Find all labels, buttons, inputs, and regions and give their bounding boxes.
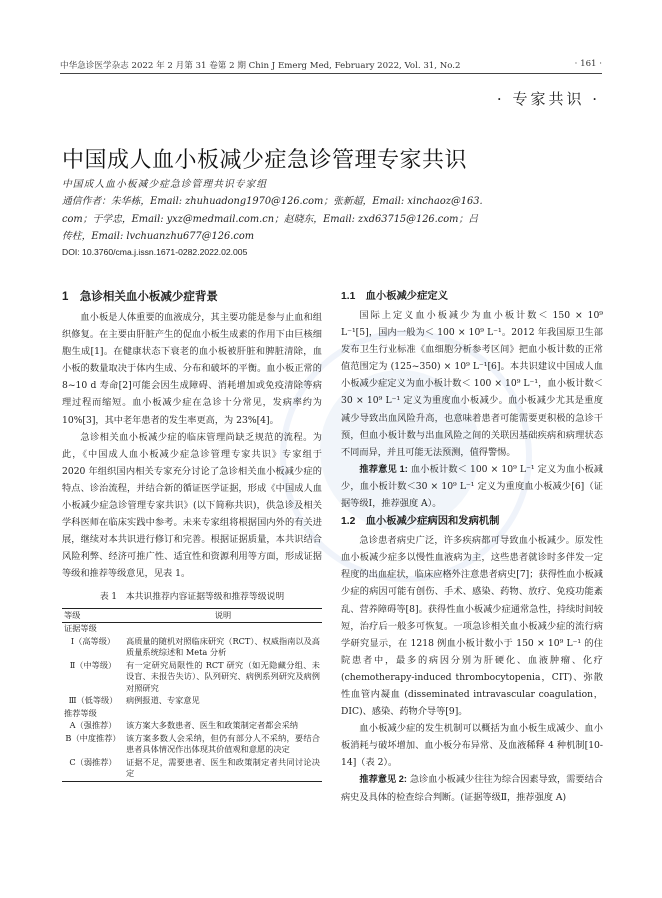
left-column (62, 289, 322, 782)
table-row (62, 720, 322, 733)
running-header (60, 59, 602, 71)
table-header-desc: 说明 (124, 608, 322, 623)
table-cell-desc: 病例报道、专家意见 (126, 695, 200, 706)
recommendation-text: 血小板计数＜ 100 × 10⁹ L⁻¹ 定义为血小板减少，血小板计数＜30 × 10⁹ L⁻¹ 定义为重度血小板减少[6]（证据等级Ⅰ，推荐强度 A）。 (341, 463, 603, 510)
table-cell-level: Ⅰ（高等级） (70, 635, 116, 646)
table-row (62, 636, 322, 660)
doi: DOI: 10.3760/cma.j.issn.1671-0282.2022.02.005 (62, 247, 248, 257)
table-cell-desc: 该方案多数人会采纳，但仍有部分人不采纳，要结合患者具体情况作出体现其价值观和意愿的决定 (126, 732, 320, 755)
table-row (62, 695, 322, 708)
page-number: · 161 · (574, 59, 602, 69)
recommendation-label: 推荐意见 1: (359, 463, 408, 474)
journal-header: 中华急诊医学杂志 2022 年 2 月第 31 卷第 2 期 Chin J Emerg Med, February 2022, Vol. 31, No.2 (60, 61, 461, 71)
paragraph: 血小板是人体重要的血液成分，其主要功能是参与止血和组织修复。在主要由肝脏产生的促血小板生成素的作用下由巨核细胞生成[1]。在健康状态下衰老的血小板被肝脏和脾脏清除，血小板的数量取决于体内生成、分布和破坏的平衡。血小板正常的 8~10 d 寿命[2]可能会因生成障碍、消耗增加或免疫清除等病理过程而缩短。血小板减少症在急诊十分常见，发病率约为 10%[3]，其中老年患者的发生率更高，为 23%[4]。 (62, 312, 322, 426)
table-cell-desc: 证据不足，需要患者、医生和政策制定者共同讨论决定 (124, 757, 322, 782)
author-group: 中国成人血小板减少症急诊管理共识专家组 (62, 179, 268, 190)
paragraph: 血小板减少症的发生机制可以概括为血小板生成减少、血小板消耗与破坏增加、血小板分布异常、及血液稀释 4 种机制[10-14]（表 2）。 (341, 723, 603, 769)
correspondence-block (62, 193, 596, 246)
table-cell-level: Ⅲ（低等级） (68, 695, 118, 706)
table-cell-level: B（中度推荐） (65, 732, 121, 743)
subsection-heading: 1.2 血小板减少症病因和发病机制 (341, 516, 500, 528)
paragraph: 急诊相关血小板减少症的临床管理尚缺乏规范的流程。为此，《中国成人血小板减少症急诊管理专家共识》专家组于 2020 年组织国内相关专家充分讨论了急诊相关血小板减少症的特点、诊治流程，并结合新的循证医学证据，形成《中国成人血小板减少症急诊管理专家共识》(以下简称共识)，供急诊及相关学科医师在临床实践中参考。未来专家组将根据国内外的有关进展，继续对本共识进行修订和完善。根据证据质量，本共识结合风险利弊、经济可推广性、适宜性和资源利用等方面，形成证据等级和推荐等级意见，见表 1。 (62, 431, 322, 580)
table-cell-desc: 有一定研究局限性的 RCT 研究（如无隐藏分组、未设盲、未报告失访）、队列研究、病例系列研究及病例对照研究 (126, 659, 320, 693)
section-label: · 专家共识 · (496, 90, 600, 108)
table-caption: 表 1 本共识推荐内容证据等级和推荐等级说明 (99, 591, 285, 602)
table-cell-desc: 该方案大多数患者、医生和政策制定者都会采纳 (126, 720, 298, 731)
paper-title: 中国成人血小板减少症急诊管理专家共识 (62, 147, 468, 173)
table-group: 证据等级 (64, 623, 97, 634)
table-group: 推荐等级 (64, 707, 97, 718)
header-rule (60, 73, 602, 74)
table-row (62, 660, 322, 696)
section-heading: 1 急诊相关血小板减少症背景 (62, 291, 218, 303)
right-column (341, 289, 603, 806)
subsection-heading: 1.1 血小板减少症定义 (341, 291, 448, 302)
table-cell-desc: 高质量的随机对照临床研究（RCT）、权威指南以及高质量系统综述和 Meta 分析 (126, 635, 320, 658)
table-cell-level: A（强推荐） (69, 720, 117, 731)
table-cell-level: C（弱推荐） (62, 757, 124, 782)
table-row (62, 733, 322, 757)
table-row (62, 757, 322, 782)
correspondence-line: 通信作者：朱华栋，Email: zhuhuadong1970@126.com；张新超，Email: xinchaoz@163. (62, 196, 483, 207)
correspondence-line: 传柱，Email: lvchuanzhu677@126.com (62, 231, 255, 242)
recommendation (341, 771, 603, 805)
correspondence-line: com；于学忠，Email: yxz@medmail.com.cn；赵晓东，Email: zxd63715@126.com；吕 (62, 213, 479, 225)
table-header-level: 等级 (62, 608, 124, 623)
evidence-table (62, 608, 322, 782)
paragraph: 急诊患者病史广泛，许多疾病都可导致血小板减少。原发性血小板减少症多以慢性血液病为主，这些患者就诊时多伴发一定程度的出血症状，临床应格外注意患者病史[7]；获得性血小板减少症的病因可能有创伤、手术、感染、药物、放疗、免疫功能紊乱、营养障碍等[8]。获得性血小板减少症通常急性，持续时间较短，治疗后一般多可恢复。一项急诊相关血小板减少症的流行病学研究显示，在 1218 例血小板计数小于 150 × 10⁹ L⁻¹ 的住院患者中，最多的病因分别为肝硬化、血液肿瘤、化疗 (chemotherapy-induced thrombocytopenia，CIT)、弥散性血管内凝血 (disseminated intravascular coagulation，DIC)、感染、药物介导等[9]。 (341, 535, 603, 718)
recommendation (341, 461, 603, 512)
recommendation-label: 推荐意见 2: (359, 774, 407, 785)
table-cell-level: Ⅱ（中等级） (69, 659, 117, 670)
recommendation-text: 急诊血小板减少往往为综合因素导致，需要结合病史及具体的检查综合判断。(证据等级Ⅱ，推荐强度 A) (341, 774, 603, 803)
paragraph: 国际上定义血小板减少为血小板计数＜ 150 × 10⁹ L⁻¹[5]，国内一般为＜ 100 × 10⁹ L⁻¹。2012 年我国原卫生部发布卫生行业标准《血细胞分析参考区间》把血小板计数的正常值范围定为 (125~350) × 10⁹ L⁻¹[6]。本共识建议中国成人血小板减少症定义为血小板计数＜ 100 × 10⁹ L⁻¹，血小板计数＜30 × 10⁹ L⁻¹ 定义为重度血小板减少。血小板减少尤其是重度减少导致出血风险升高，也意味着患者可能需要更积极的急诊干预，但血小板计数与出血风险之间的关联因基础疾病和病理状态不同而异，并且可能无法预测，值得警惕。 (341, 310, 603, 458)
